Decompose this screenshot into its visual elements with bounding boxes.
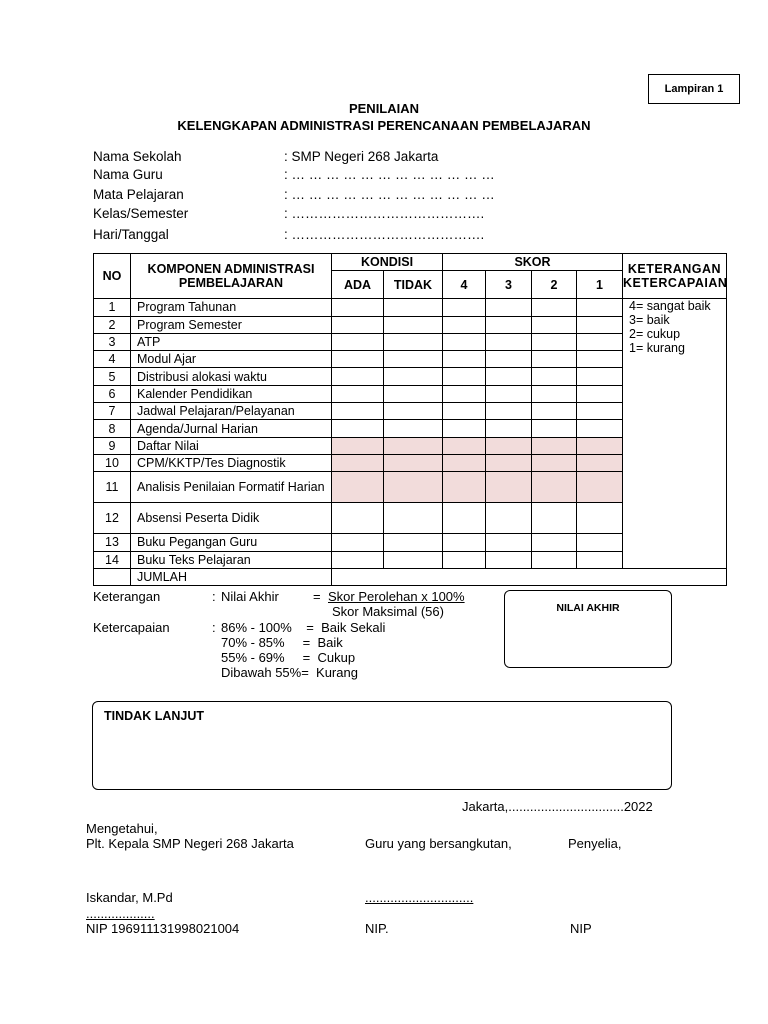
row-no: 14	[94, 551, 131, 568]
header-kondisi: KONDISI	[332, 254, 443, 271]
row-item: Modul Ajar	[131, 351, 332, 368]
skor2-cell[interactable]	[532, 534, 577, 551]
skor2-cell[interactable]	[532, 299, 577, 316]
skor4-cell[interactable]	[443, 351, 486, 368]
skor1-cell[interactable]	[577, 472, 623, 503]
skor1-cell[interactable]	[577, 551, 623, 568]
ada-cell[interactable]	[332, 437, 384, 454]
skor1-cell[interactable]	[577, 437, 623, 454]
tidak-cell[interactable]	[384, 333, 443, 350]
skor4-cell[interactable]	[443, 454, 486, 471]
tidak-cell[interactable]	[384, 368, 443, 385]
title-line1: PENILAIAN	[348, 101, 420, 116]
row-no: 6	[94, 385, 131, 402]
tidak-cell[interactable]	[384, 403, 443, 420]
ada-cell[interactable]	[332, 403, 384, 420]
header-skor-1: 1	[577, 271, 623, 299]
row-item: Jadwal Pelajaran/Pelayanan	[131, 403, 332, 420]
row-item: Buku Pegangan Guru	[131, 534, 332, 551]
skor3-cell[interactable]	[486, 454, 532, 471]
row-item: Kalender Pendidikan	[131, 385, 332, 402]
tidak-cell[interactable]	[384, 385, 443, 402]
row-item: Agenda/Jurnal Harian	[131, 420, 332, 437]
row-no: 8	[94, 420, 131, 437]
ada-cell[interactable]	[332, 454, 384, 471]
ada-cell[interactable]	[332, 420, 384, 437]
nilai-akhir-label: Nilai Akhir	[221, 589, 279, 604]
tidak-cell[interactable]	[384, 316, 443, 333]
skor2-cell[interactable]	[532, 437, 577, 454]
info-label-guru: Nama Guru	[93, 167, 163, 182]
kepala-nip: NIP 196911131998021004	[86, 921, 240, 936]
skor2-cell[interactable]	[532, 385, 577, 402]
info-label-kelas: Kelas/Semester	[93, 206, 189, 221]
ada-cell[interactable]	[332, 472, 384, 503]
skor4-cell[interactable]	[443, 420, 486, 437]
skor1-cell[interactable]	[577, 403, 623, 420]
kepala-name: Iskandar, M.Pd	[86, 890, 173, 905]
ada-cell[interactable]	[332, 351, 384, 368]
tidak-cell[interactable]	[384, 503, 443, 534]
kepala-name-dots: ...................	[86, 906, 155, 921]
keterangan-list	[623, 299, 727, 569]
skor4-cell[interactable]	[443, 316, 486, 333]
row-no: 1	[94, 299, 131, 316]
row-no: 3	[94, 333, 131, 350]
header-skor-3: 3	[486, 271, 532, 299]
tindak-lanjut-title: TINDAK LANJUT	[104, 709, 204, 723]
skor4-cell[interactable]	[443, 437, 486, 454]
row-no: 2	[94, 316, 131, 333]
skor3-cell[interactable]	[486, 503, 532, 534]
skor2-cell[interactable]	[532, 420, 577, 437]
skor2-cell[interactable]	[532, 403, 577, 420]
tidak-cell[interactable]	[384, 551, 443, 568]
keterangan-colon: :	[212, 589, 216, 604]
row-no: 12	[94, 503, 131, 534]
skor4-cell[interactable]	[443, 472, 486, 503]
tidak-cell[interactable]	[384, 534, 443, 551]
skor3-cell[interactable]	[486, 551, 532, 568]
ketercapaian-line: Dibawah 55%= Kurang	[221, 665, 358, 680]
table-row	[94, 299, 727, 316]
skor2-cell[interactable]	[532, 368, 577, 385]
skor3-cell[interactable]	[486, 385, 532, 402]
skor1-cell[interactable]	[577, 503, 623, 534]
skor2-cell[interactable]	[532, 333, 577, 350]
keterangan-item: 3= baik	[629, 313, 670, 328]
tidak-cell[interactable]	[384, 454, 443, 471]
ketercapaian-line: 70% - 85% = Baik	[221, 635, 343, 650]
ketercapaian-line: 55% - 69% = Cukup	[221, 650, 356, 665]
skor2-cell[interactable]	[532, 472, 577, 503]
header-keterangan: KETERANGAN KETERCAPAIAN	[623, 254, 727, 299]
skor3-cell[interactable]	[486, 534, 532, 551]
date-line: Jakarta,................................2022	[462, 799, 653, 814]
tidak-cell[interactable]	[384, 420, 443, 437]
nilai-akhir-box[interactable]	[504, 590, 672, 668]
keterangan-item: 2= cukup	[629, 327, 681, 342]
row-item: CPM/KKTP/Tes Diagnostik	[131, 454, 332, 471]
ada-cell[interactable]	[332, 385, 384, 402]
row-no: 4	[94, 351, 131, 368]
info-label-tanggal: Hari/Tanggal	[93, 227, 169, 242]
skor4-cell[interactable]	[443, 534, 486, 551]
skor4-cell[interactable]	[443, 503, 486, 534]
guru-nip: NIP.	[365, 921, 389, 936]
skor3-cell[interactable]	[486, 403, 532, 420]
skor3-cell[interactable]	[486, 420, 532, 437]
info-value-sekolah: : SMP Negeri 268 Jakarta	[284, 149, 439, 164]
skor3-cell[interactable]	[486, 437, 532, 454]
row-no: 7	[94, 403, 131, 420]
skor3-cell[interactable]	[486, 333, 532, 350]
skor2-cell[interactable]	[532, 454, 577, 471]
nilai-akhir-title: NILAI AKHIR	[556, 602, 620, 614]
skor3-cell[interactable]	[486, 368, 532, 385]
skor4-cell[interactable]	[443, 333, 486, 350]
tidak-cell[interactable]	[384, 299, 443, 316]
row-item: Distribusi alokasi waktu	[131, 368, 332, 385]
info-value-tanggal: : …………………………………….	[284, 227, 485, 242]
ketercapaian-colon: :	[212, 620, 216, 635]
skor1-cell[interactable]	[577, 454, 623, 471]
ada-cell[interactable]	[332, 551, 384, 568]
row-no: 9	[94, 437, 131, 454]
skor3-cell[interactable]	[486, 316, 532, 333]
kepala-title: Plt. Kepala SMP Negeri 268 Jakarta	[86, 836, 294, 851]
jumlah-no-cell	[94, 568, 131, 585]
ada-cell[interactable]	[332, 299, 384, 316]
skor1-cell[interactable]	[577, 534, 623, 551]
row-item: Program Tahunan	[131, 299, 332, 316]
assessment-table	[93, 253, 727, 586]
skor4-cell[interactable]	[443, 551, 486, 568]
info-value-guru: : … … … … … … … … … … … …	[284, 167, 495, 182]
header-skor-4: 4	[443, 271, 486, 299]
tidak-cell[interactable]	[384, 437, 443, 454]
ada-cell[interactable]	[332, 316, 384, 333]
ada-cell[interactable]	[332, 368, 384, 385]
tindak-lanjut-box[interactable]	[92, 701, 672, 790]
formula-equals: =	[313, 589, 321, 604]
skor1-cell[interactable]	[577, 316, 623, 333]
row-no: 5	[94, 368, 131, 385]
guru-title: Guru yang bersangkutan,	[365, 836, 512, 851]
ketercapaian-line: 86% - 100% = Baik Sekali	[221, 620, 386, 635]
row-item: Buku Teks Pelajaran	[131, 551, 332, 568]
header-no: NO	[94, 254, 131, 299]
formula-numerator: Skor Perolehan x 100%	[328, 589, 465, 604]
header-tidak: TIDAK	[384, 271, 443, 299]
skor1-cell[interactable]	[577, 351, 623, 368]
skor1-cell[interactable]	[577, 299, 623, 316]
info-value-kelas: : …………………………………….	[284, 206, 485, 221]
row-item: Daftar Nilai	[131, 437, 332, 454]
skor2-cell[interactable]	[532, 551, 577, 568]
skor4-cell[interactable]	[443, 368, 486, 385]
jumlah-total-cell[interactable]	[332, 568, 727, 585]
lampiran-label: Lampiran 1	[664, 83, 724, 95]
ada-cell[interactable]	[332, 534, 384, 551]
info-label-mapel: Mata Pelajaran	[93, 187, 184, 202]
row-item: ATP	[131, 333, 332, 350]
mengetahui-label: Mengetahui,	[86, 821, 158, 836]
skor3-cell[interactable]	[486, 299, 532, 316]
info-label-sekolah: Nama Sekolah	[93, 149, 182, 164]
jumlah-label: JUMLAH	[131, 568, 332, 585]
skor1-cell[interactable]	[577, 333, 623, 350]
keterangan-label: Keterangan	[93, 589, 161, 604]
row-item: Absensi Peserta Didik	[131, 503, 332, 534]
header-ada: ADA	[332, 271, 384, 299]
skor1-cell[interactable]	[577, 385, 623, 402]
title-line2: KELENGKAPAN ADMINISTRASI PERENCANAAN PEMBELAJARAN	[177, 118, 591, 133]
formula-denominator: Skor Maksimal (56)	[332, 604, 444, 619]
header-skor-2: 2	[532, 271, 577, 299]
tidak-cell[interactable]	[384, 351, 443, 368]
jumlah-row	[94, 568, 727, 585]
skor3-cell[interactable]	[486, 472, 532, 503]
skor4-cell[interactable]	[443, 385, 486, 402]
skor4-cell[interactable]	[443, 299, 486, 316]
row-item: Program Semester	[131, 316, 332, 333]
keterangan-item: 4= sangat baik	[629, 299, 711, 314]
skor2-cell[interactable]	[532, 351, 577, 368]
penyelia-nip: NIP	[570, 921, 592, 936]
skor2-cell[interactable]	[532, 503, 577, 534]
header-komponen: KOMPONEN ADMINISTRASI PEMBELAJARAN	[131, 254, 332, 299]
ada-cell[interactable]	[332, 333, 384, 350]
tidak-cell[interactable]	[384, 472, 443, 503]
keterangan-item: 1= kurang	[629, 341, 685, 356]
lampiran-box	[648, 74, 740, 104]
info-value-mapel: : … … … … … … … … … … … …	[284, 187, 495, 202]
skor4-cell[interactable]	[443, 403, 486, 420]
row-no: 10	[94, 454, 131, 471]
ketercapaian-label: Ketercapaian	[93, 620, 170, 635]
row-no: 11	[94, 472, 131, 503]
penyelia-title: Penyelia,	[568, 836, 622, 851]
guru-name-dots: ..............................	[365, 890, 474, 905]
skor3-cell[interactable]	[486, 351, 532, 368]
skor1-cell[interactable]	[577, 368, 623, 385]
ada-cell[interactable]	[332, 503, 384, 534]
row-no: 13	[94, 534, 131, 551]
skor2-cell[interactable]	[532, 316, 577, 333]
row-item: Analisis Penilaian Formatif Harian	[131, 472, 332, 503]
header-skor: SKOR	[443, 254, 623, 271]
skor1-cell[interactable]	[577, 420, 623, 437]
